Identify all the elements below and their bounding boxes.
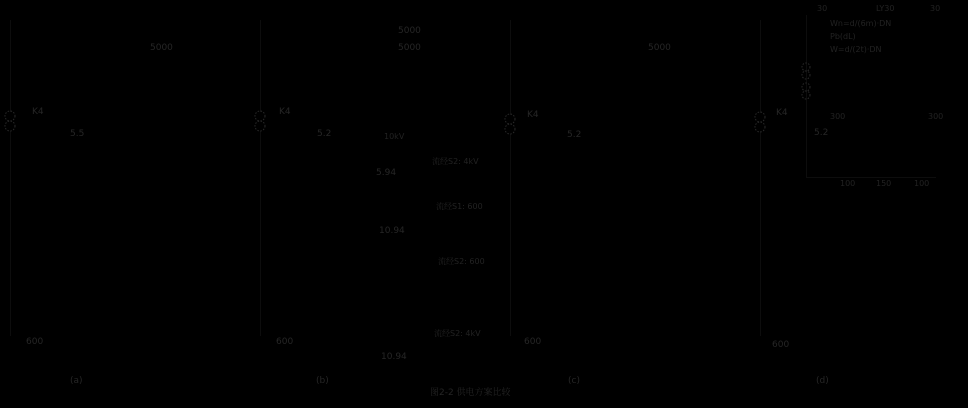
transformer-icon-c [503, 112, 517, 140]
load-d-3: 100 [914, 179, 930, 188]
tap-value-d: 5.2 [814, 128, 829, 138]
formula-line-3: W=d/(2t)·DN [830, 45, 882, 54]
transformer-code-a: K4 [32, 107, 44, 117]
feeder-line-c-lower [510, 134, 511, 336]
source-rating-a: 5000 [150, 43, 173, 53]
figure-caption: 图2-2 供电方案比较 [430, 388, 511, 398]
line-type-d: LY30 [876, 4, 895, 13]
formula-line-1: Wn=d/(6m)·DN [830, 19, 892, 28]
source-rating-b-1: 5000 [398, 26, 421, 36]
subfig-label-a: (a) [70, 376, 83, 386]
gen-label-d-right: 30 [930, 4, 941, 13]
bus-bar-d [806, 177, 936, 178]
gen-label-d-left: 30 [817, 4, 828, 13]
transformer-code-d: K4 [776, 108, 788, 118]
tap-value-a: 5.5 [70, 129, 85, 139]
annotation-s2-top: 流经S2: 4kV [432, 157, 479, 166]
subfig-label-d: (d) [816, 376, 829, 386]
transformer-code-b: K4 [279, 107, 291, 117]
load-value-d: 600 [772, 340, 790, 350]
subfig-label-b: (b) [316, 376, 329, 386]
feeder-rating-d-right: 300 [928, 112, 944, 121]
feeder-line-a-lower [10, 131, 11, 336]
feeder-line-d-lower [760, 131, 761, 336]
load-value-b: 600 [276, 337, 294, 347]
feeder-line-a-upper [10, 20, 11, 112]
load-d-1: 100 [840, 179, 856, 188]
load-d-2: 150 [876, 179, 892, 188]
transformer-icon-b [253, 109, 267, 137]
feeder-line-b-upper [260, 20, 261, 112]
annotation-s2-low: 流经S2: 4kV [434, 329, 481, 338]
loss-percent-1: 5.94 [376, 168, 397, 178]
tap-value-b: 5.2 [317, 129, 332, 139]
feeder-line-b-lower [260, 131, 261, 336]
transformer-icon-d-lower [800, 81, 812, 105]
tap-value-c: 5.2 [567, 130, 582, 140]
feeder-line-d-upper [760, 20, 761, 113]
formula-line-2: Pb(dL) [830, 32, 856, 41]
feeder-line-c-upper [510, 20, 511, 115]
transformer-icon-a [3, 109, 17, 137]
transformer-icon-d [753, 110, 767, 138]
source-rating-c: 5000 [648, 43, 671, 53]
transformer-code-c: K4 [527, 110, 539, 120]
annotation-s2-mid: 流经S2: 600 [438, 257, 485, 266]
feeder-rating-d-left: 300 [830, 112, 846, 121]
annotation-s1: 流经S1: 600 [436, 202, 483, 211]
loss-percent-2: 10.94 [379, 226, 405, 236]
source-rating-b-2: 5000 [398, 43, 421, 53]
load-value-c: 600 [524, 337, 542, 347]
bus-label-center: 10kV [384, 132, 405, 141]
loss-percent-3: 10.94 [381, 352, 407, 362]
load-value-a: 600 [26, 337, 44, 347]
subfig-label-c: (c) [568, 376, 580, 386]
